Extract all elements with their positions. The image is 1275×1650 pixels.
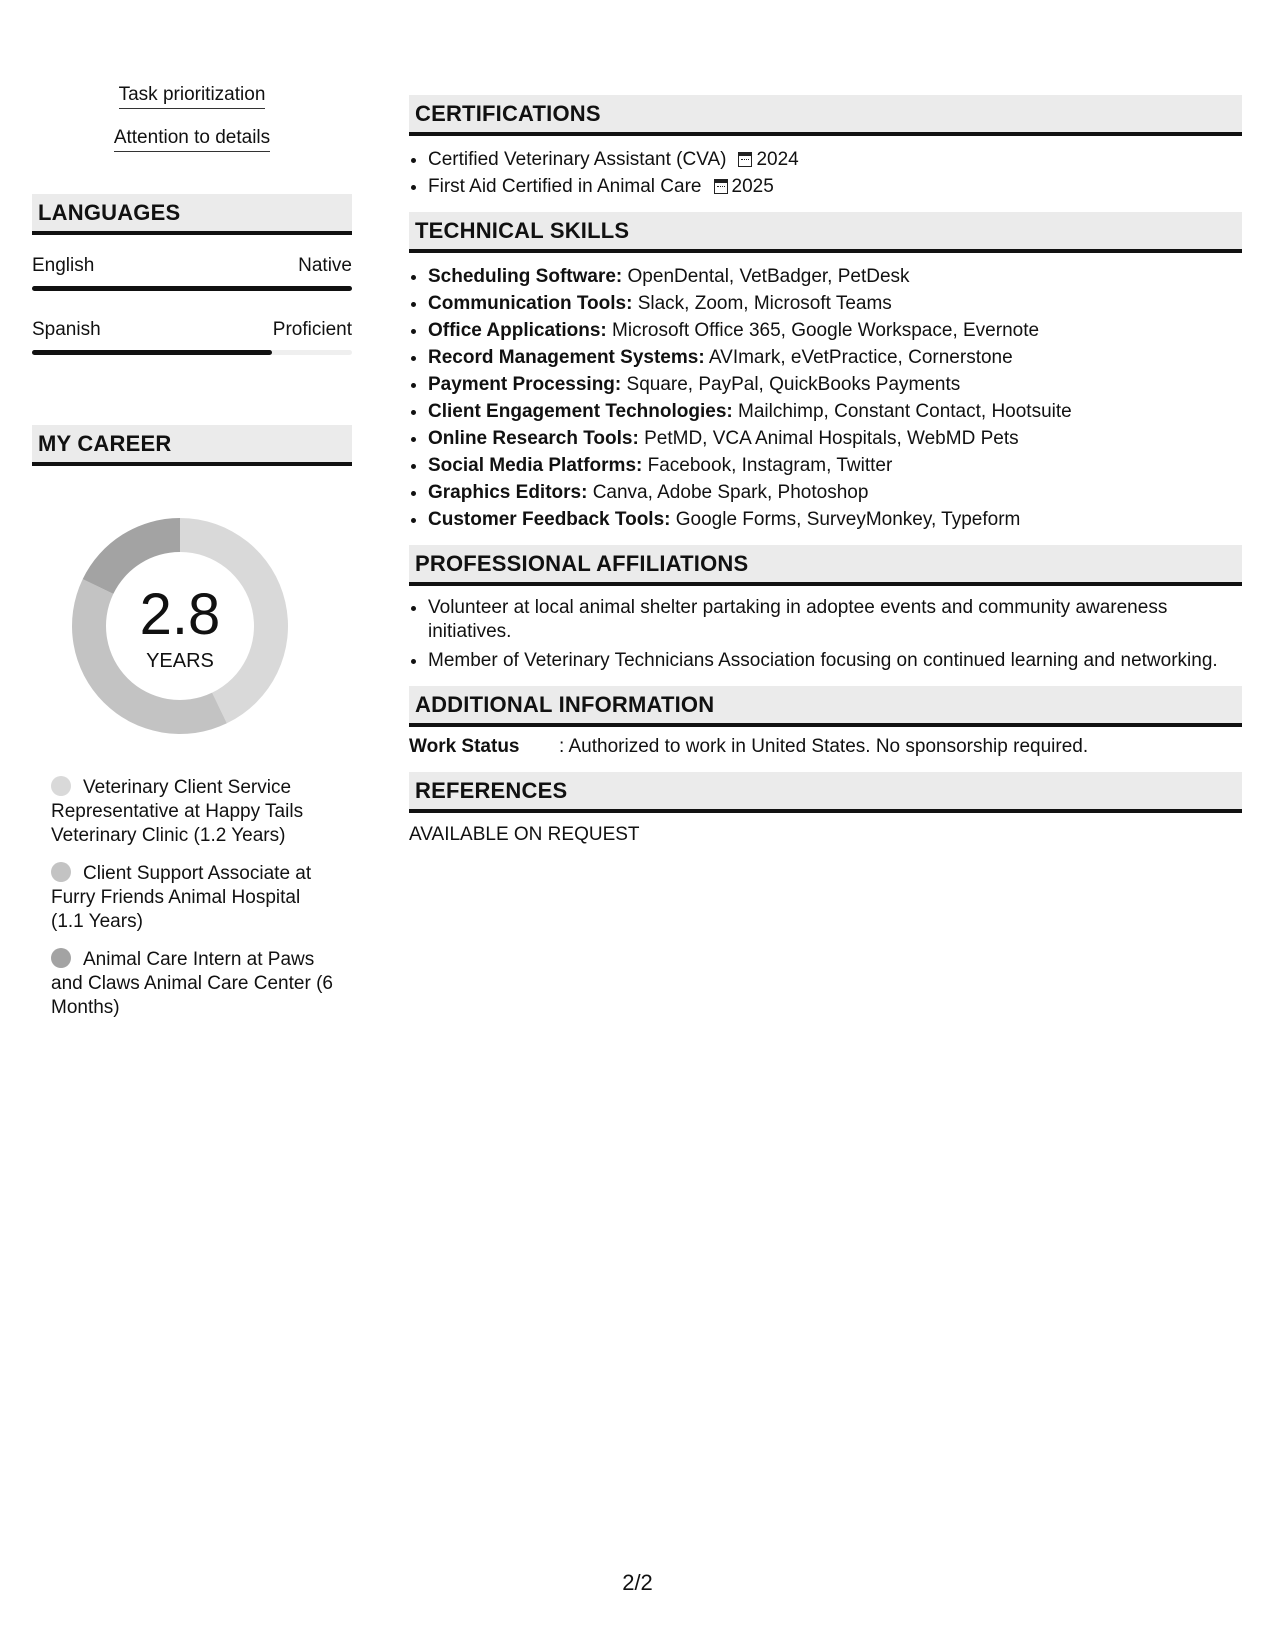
skill-tools: Slack, Zoom, Microsoft Teams (637, 293, 892, 314)
skill-tools: Square, PayPal, QuickBooks Payments (626, 374, 961, 395)
skill-category: Client Engagement Technologies: (428, 401, 733, 422)
career-label: Veterinary Client Service Representative at Happy Tails Veterinary Clinic (1.2 Years) (51, 777, 304, 846)
skill-item (32, 84, 352, 109)
skill-text: Attention to details (114, 127, 270, 152)
skill-category: Office Applications: (428, 320, 607, 341)
technical-skills-heading: TECHNICAL SKILLS (409, 212, 1242, 253)
languages-list (32, 255, 352, 355)
career-heading: MY CAREER (32, 425, 352, 466)
skill-tools: Microsoft Office 365, Google Workspace, Evernote (612, 320, 1040, 341)
legend-dot (51, 948, 71, 968)
work-status-value: : Authorized to work in United States. No sponsorship required. (559, 736, 1089, 757)
certification-name: Certified Veterinary Assistant (CVA) (428, 149, 727, 170)
certifications-list (409, 146, 1242, 200)
language-item (32, 255, 352, 291)
career-years-unit: YEARS (146, 650, 214, 672)
skill-tools: Mailchimp, Constant Contact, Hootsuite (738, 401, 1072, 422)
language-level: Proficient (272, 319, 352, 340)
skill-category: Payment Processing: (428, 374, 622, 395)
language-item (32, 319, 352, 355)
career-label: Client Support Associate at Furry Friends Animal Hospital (1.1 Years) (51, 863, 312, 932)
affiliation-item: • Member of Veterinary Technicians Association focusing on continued learning and networking. (428, 647, 1242, 674)
technical-skill-item (428, 317, 1242, 344)
technical-skill-item (428, 290, 1242, 317)
skill-tools: Canva, Adobe Spark, Photoshop (592, 482, 869, 503)
additional-info-heading: ADDITIONAL INFORMATION (409, 686, 1242, 727)
language-bar (32, 286, 352, 291)
work-status-label: Work Status (409, 736, 520, 757)
career-label: Animal Care Intern at Paws and Claws Animal Care Center (6 Months) (51, 949, 333, 1018)
skill-category: Online Research Tools: (428, 428, 639, 449)
skill-category: Scheduling Software: (428, 266, 623, 287)
technical-skill-item (428, 263, 1242, 290)
skill-category: Graphics Editors: (428, 482, 588, 503)
career-legend-item (51, 776, 336, 848)
skill-item (32, 127, 352, 152)
certification-item (428, 173, 1242, 200)
references-text: AVAILABLE ON REQUEST (409, 824, 640, 845)
technical-skill-item (428, 344, 1242, 371)
career-legend-item (51, 948, 336, 1020)
technical-skill-item (428, 452, 1242, 479)
career-legend-item (51, 862, 336, 934)
left-column (32, 84, 352, 1034)
technical-skill-item (428, 398, 1242, 425)
references-heading: REFERENCES (409, 772, 1242, 813)
legend-dot (51, 776, 71, 796)
language-bar-fill (32, 286, 352, 291)
affiliations-list (409, 596, 1242, 674)
technical-skills-list (409, 263, 1242, 533)
skill-tools: Google Forms, SurveyMonkey, Typeform (675, 509, 1021, 530)
calendar-icon (714, 179, 728, 194)
language-name: English (32, 255, 95, 276)
technical-skill-item (428, 479, 1242, 506)
career-donut (60, 506, 300, 746)
languages-heading: LANGUAGES (32, 194, 352, 235)
language-bar-fill (32, 350, 272, 355)
skill-tools: Facebook, Instagram, Twitter (647, 455, 893, 476)
skill-category: Social Media Platforms: (428, 455, 643, 476)
skill-category: Customer Feedback Tools: (428, 509, 671, 530)
certification-item (428, 146, 1242, 173)
affiliations-heading: PROFESSIONAL AFFILIATIONS (409, 545, 1242, 586)
technical-skill-item (428, 371, 1242, 398)
skill-text: Task prioritization (119, 84, 266, 109)
certification-name: First Aid Certified in Animal Care (428, 176, 702, 197)
career-total-years: 2.8 (139, 582, 221, 647)
career-legend (51, 776, 336, 1020)
right-column (409, 95, 1242, 846)
legend-dot (51, 862, 71, 882)
technical-skill-item (428, 506, 1242, 533)
work-status-row (409, 736, 1242, 758)
skill-tools: PetMD, VCA Animal Hospitals, WebMD Pets (644, 428, 1019, 449)
certification-year: 2024 (756, 149, 799, 170)
language-bar (32, 350, 352, 355)
language-level: Native (298, 255, 352, 276)
language-name: Spanish (32, 319, 101, 340)
certifications-heading: CERTIFICATIONS (409, 95, 1242, 136)
skill-category: Record Management Systems: (428, 347, 705, 368)
skill-tools: OpenDental, VetBadger, PetDesk (627, 266, 910, 287)
technical-skill-item (428, 425, 1242, 452)
page-number: 2/2 (622, 1570, 653, 1595)
skill-category: Communication Tools: (428, 293, 633, 314)
affiliation-item: • Volunteer at local animal shelter partaking in adoptee events and community awareness initiatives. (428, 596, 1242, 644)
certification-year: 2025 (731, 176, 774, 197)
calendar-icon (738, 152, 752, 167)
skill-tools: AVImark, eVetPractice, Cornerstone (708, 347, 1013, 368)
